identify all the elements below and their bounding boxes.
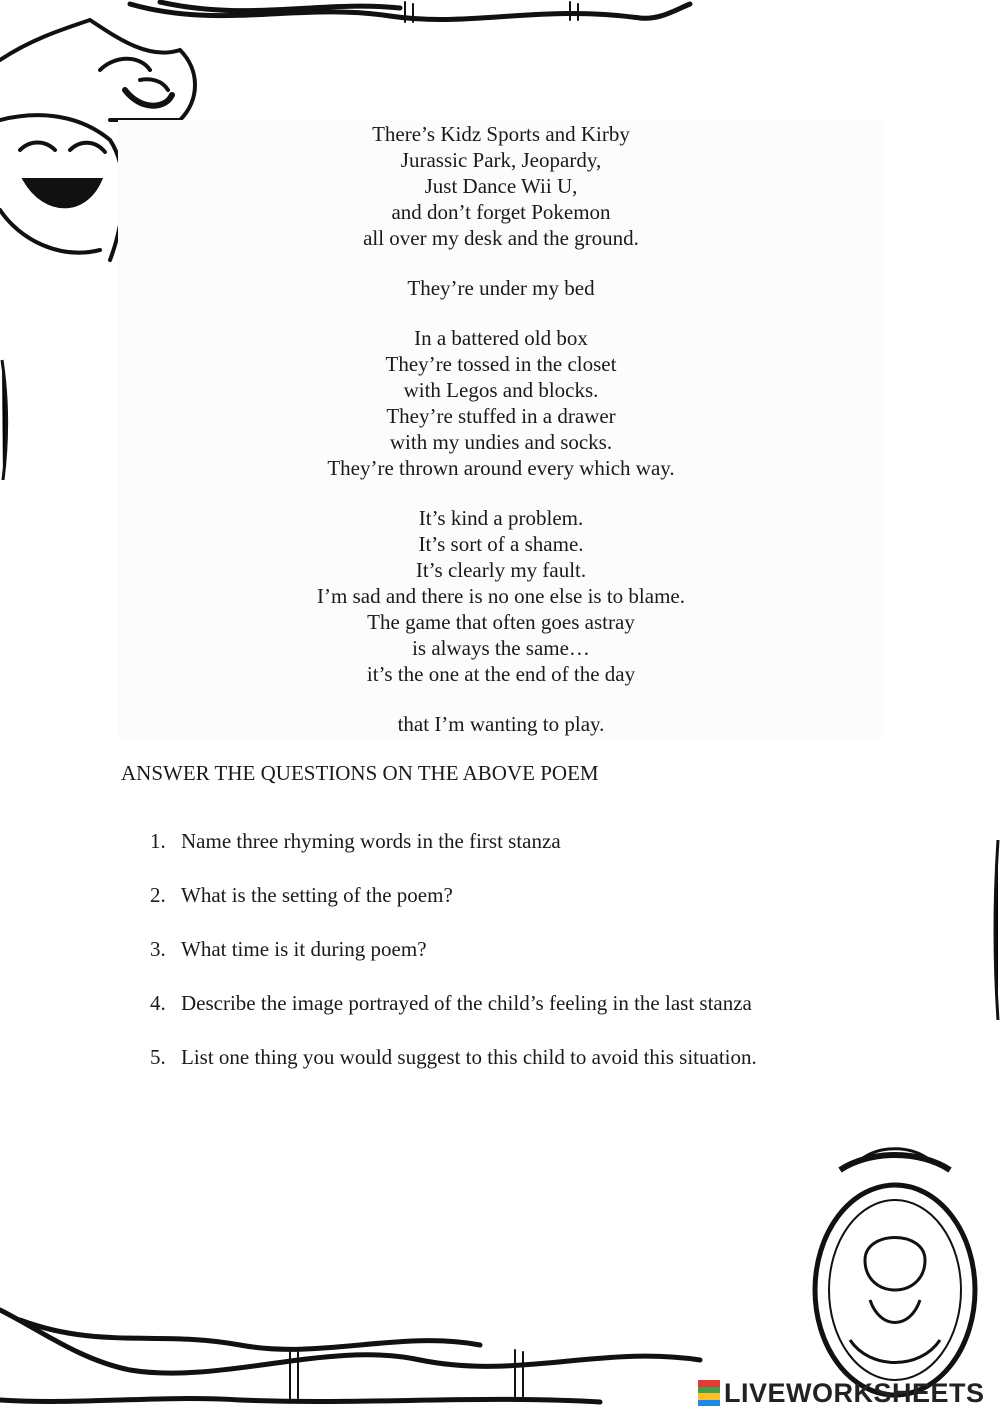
poem-stanza-5	[118, 711, 884, 737]
poem-line: It’s sort of a shame.	[418, 532, 584, 556]
question-item	[150, 990, 870, 1044]
question-item	[150, 1044, 870, 1098]
portrait-medallion-icon	[815, 1149, 975, 1395]
poem-line: with my undies and socks.	[389, 430, 613, 454]
poem-line: The game that often goes astray	[367, 610, 635, 634]
poem-line: I’m sad and there is no one else is to blame.	[317, 584, 685, 608]
poem-line: It’s clearly my fault.	[415, 558, 587, 582]
question-text: What is the setting of the poem?	[181, 883, 453, 907]
poem-stanza-4	[118, 505, 884, 687]
poem-line: that I’m wanting to play.	[397, 712, 605, 736]
poem-stanza-2	[118, 275, 884, 301]
poem-line: They’re thrown around every which way.	[327, 456, 675, 480]
left-edge-mark	[2, 360, 7, 480]
watermark-text: LIVEWORKSHEETS	[724, 1377, 985, 1408]
poem-line: They’re tossed in the closet	[385, 352, 617, 376]
question-item	[150, 936, 870, 990]
poem-stanza-3	[118, 325, 884, 481]
poem-line: is always the same…	[412, 636, 590, 660]
question-number: 4.	[150, 991, 166, 1015]
question-number: 5.	[150, 1045, 166, 1069]
logo-stripe	[698, 1400, 720, 1407]
poem-line: Just Dance Wii U,	[424, 174, 578, 198]
poem-line: and don’t forget Pokemon	[391, 200, 611, 224]
poem-line: all over my desk and the ground.	[363, 226, 639, 250]
bottom-ribbon	[0, 1310, 700, 1402]
question-item	[150, 882, 870, 936]
question-text: Name three rhyming words in the first stanza	[181, 829, 561, 853]
question-number: 3.	[150, 937, 166, 961]
poem	[118, 121, 884, 761]
question-text: Describe the image portrayed of the child’s feeling in the last stanza	[181, 991, 752, 1015]
poem-line: There’s Kidz Sports and Kirby	[372, 122, 630, 146]
poem-line: It’s kind a problem.	[418, 506, 584, 530]
poem-line: with Legos and blocks.	[403, 378, 599, 402]
question-text: List one thing you would suggest to this child to avoid this situation.	[181, 1045, 757, 1069]
questions-heading: ANSWER THE QUESTIONS ON THE ABOVE POEM	[121, 761, 599, 785]
liveworksheets-watermark[interactable]	[698, 1378, 985, 1408]
liveworksheets-logo-icon	[698, 1380, 720, 1406]
right-edge-mark	[995, 840, 998, 1020]
poem-line: it’s the one at the end of the day	[366, 662, 636, 686]
poem-line: They’re stuffed in a drawer	[386, 404, 616, 428]
question-list	[150, 828, 870, 1098]
question-item	[150, 828, 870, 882]
top-ribbon	[130, 2, 690, 22]
poem-line: Jurassic Park, Jeopardy,	[400, 148, 602, 172]
poem-stanza-1	[118, 121, 884, 251]
question-number: 2.	[150, 883, 166, 907]
question-text: What time is it during poem?	[181, 937, 427, 961]
poem-line: In a battered old box	[414, 326, 588, 350]
question-number: 1.	[150, 829, 166, 853]
poem-line: They’re under my bed	[407, 276, 595, 300]
